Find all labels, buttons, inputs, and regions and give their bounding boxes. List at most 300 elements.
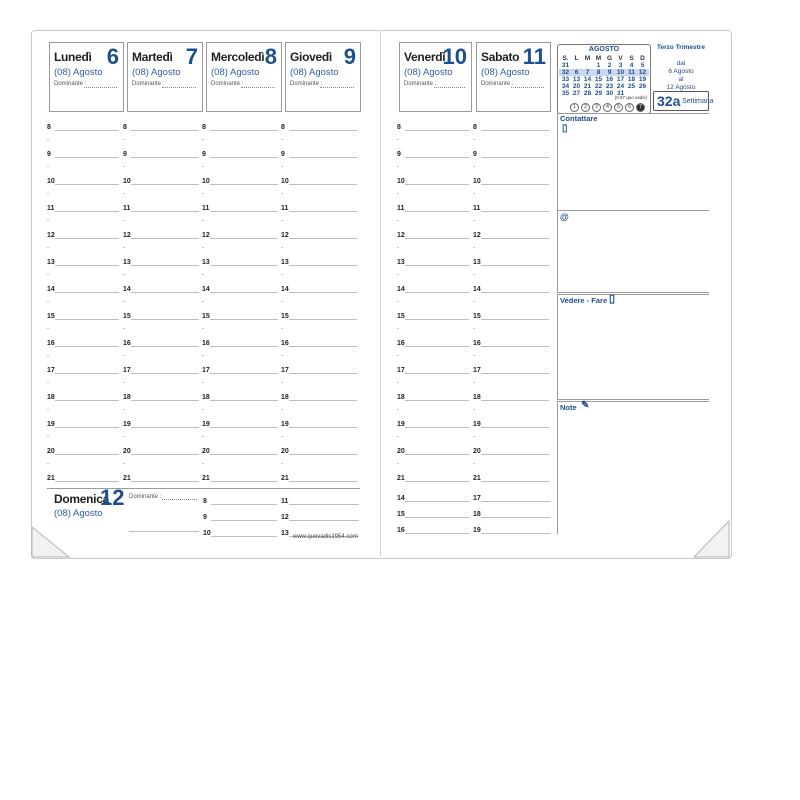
calendar-day[interactable]: 23 (605, 83, 614, 90)
dominante-label: Dominante : (54, 81, 87, 87)
extra-hour: 17 (473, 495, 481, 502)
hour-line[interactable] (481, 481, 549, 482)
sunday-divider (47, 488, 360, 489)
extra-hour: 15 (397, 511, 405, 518)
hour-label: 16 (202, 340, 210, 347)
half-hour-mark: - (397, 407, 399, 413)
hour-line[interactable] (55, 319, 119, 320)
calendar-day[interactable]: 27 (572, 90, 581, 97)
hour-line[interactable] (210, 292, 278, 293)
hour-line[interactable] (405, 211, 469, 212)
hour-label: 15 (397, 313, 405, 320)
mini-calendar[interactable] (557, 44, 651, 114)
hour-label: 19 (473, 421, 481, 428)
hour-label: 19 (47, 421, 55, 428)
hour-line[interactable] (210, 373, 278, 374)
half-hour-mark: - (202, 137, 204, 143)
hour-line[interactable] (481, 265, 549, 266)
contattare-divider (557, 210, 709, 211)
hour-label: 9 (397, 151, 401, 158)
hour-line[interactable] (289, 454, 357, 455)
hour-line[interactable] (481, 211, 549, 212)
at-label: @ (560, 212, 569, 222)
half-hour-mark: - (281, 299, 283, 305)
half-hour-mark: - (281, 245, 283, 251)
extra-hour: 19 (473, 527, 481, 534)
half-hour-mark: - (123, 245, 125, 251)
half-hour-mark: - (281, 434, 283, 440)
hour-line[interactable] (55, 184, 119, 185)
extra-hour-line[interactable] (481, 501, 551, 502)
half-hour-mark: - (123, 137, 125, 143)
hour-label: 19 (202, 421, 210, 428)
day-name: Venerdì (404, 50, 446, 64)
note-box[interactable] (557, 401, 709, 534)
hour-label: 17 (281, 367, 289, 374)
calendar-day[interactable]: 21 (583, 83, 592, 90)
hour-line[interactable] (210, 265, 278, 266)
calendar-day[interactable]: 19 (638, 76, 647, 83)
week-label: Settimana (682, 98, 714, 105)
hour-line[interactable] (131, 400, 199, 401)
sunday-hour-line[interactable] (289, 504, 359, 505)
half-hour-mark: - (47, 407, 49, 413)
hour-line[interactable] (210, 400, 278, 401)
day-month: (08) Agosto (132, 67, 181, 78)
sunday-hour-line[interactable] (289, 520, 359, 521)
hour-line[interactable] (289, 346, 357, 347)
half-hour-mark: - (397, 245, 399, 251)
day-header-box[interactable] (206, 42, 282, 112)
quarter-range-line: 6 Agosto (668, 68, 694, 75)
hour-line[interactable] (289, 400, 357, 401)
calendar-day[interactable]: 6 (574, 69, 579, 76)
mini-calendar-header: D (640, 55, 645, 62)
half-hour-mark: - (123, 218, 125, 224)
half-hour-mark: - (473, 353, 475, 359)
dominante-line[interactable] (434, 87, 465, 88)
day-phase-icon: 3 (592, 103, 601, 112)
half-hour-mark: - (397, 434, 399, 440)
hour-label: 10 (281, 178, 289, 185)
hour-line[interactable] (405, 427, 469, 428)
calendar-day[interactable]: 26 (638, 83, 647, 90)
hour-label: 13 (473, 259, 481, 266)
hour-label: 20 (202, 448, 210, 455)
day-phase-icon: 7 (636, 103, 645, 112)
half-hour-mark: - (47, 353, 49, 359)
half-hour-mark: - (397, 164, 399, 170)
hour-label: 20 (473, 448, 481, 455)
hour-line[interactable] (405, 157, 469, 158)
day-number: 9 (343, 44, 356, 69)
half-hour-mark: - (473, 326, 475, 332)
hour-line[interactable] (131, 130, 199, 131)
hour-line[interactable] (405, 454, 469, 455)
day-phase-icon: 1 (570, 103, 579, 112)
hour-line[interactable] (481, 319, 549, 320)
hour-line[interactable] (405, 319, 469, 320)
half-hour-mark: - (473, 434, 475, 440)
hour-label: 20 (397, 448, 405, 455)
hour-line[interactable] (55, 211, 119, 212)
hour-label: 14 (202, 286, 210, 293)
hour-label: 18 (123, 394, 131, 401)
hour-line[interactable] (55, 346, 119, 347)
half-hour-mark: - (281, 137, 283, 143)
half-hour-mark: - (473, 164, 475, 170)
hour-label: 13 (281, 259, 289, 266)
dominante-label: Dominante : (211, 81, 244, 87)
half-hour-mark: - (202, 299, 204, 305)
calendar-day[interactable]: 20 (572, 83, 581, 90)
hour-label: 8 (473, 124, 477, 131)
hour-label: 12 (397, 232, 405, 239)
day-number: 10 (442, 44, 467, 69)
hour-label: 9 (281, 151, 285, 158)
contattare-box[interactable] (557, 113, 709, 293)
extra-hour-line[interactable] (405, 533, 469, 534)
dominante-line[interactable] (320, 87, 354, 88)
hour-line[interactable] (405, 265, 469, 266)
hour-line[interactable] (55, 400, 119, 401)
hour-line[interactable] (481, 130, 549, 131)
calendar-day[interactable]: 25 (627, 83, 636, 90)
hour-line[interactable] (55, 454, 119, 455)
hour-line[interactable] (481, 292, 549, 293)
extra-hour-line[interactable] (481, 533, 551, 534)
sunday-hour: 10 (203, 530, 211, 537)
hour-line[interactable] (131, 373, 199, 374)
day-name: Lunedì (54, 50, 92, 64)
hour-label: 11 (397, 205, 405, 212)
calendar-day[interactable]: 31 (616, 90, 625, 97)
hour-label: 17 (397, 367, 405, 374)
extra-hour-line[interactable] (481, 517, 551, 518)
hour-line[interactable] (210, 184, 278, 185)
sunday-hour-line[interactable] (211, 504, 277, 505)
hour-line[interactable] (289, 184, 357, 185)
calendar-day[interactable]: 22 (594, 83, 603, 90)
half-hour-mark: - (47, 461, 49, 467)
hour-line[interactable] (55, 481, 119, 482)
sunday-month: (08) Agosto (54, 508, 103, 519)
vedere-title: Vedere - Fare (560, 296, 608, 305)
hour-label: 12 (473, 232, 481, 239)
half-hour-mark: - (202, 353, 204, 359)
hour-line[interactable] (481, 454, 549, 455)
hour-line[interactable] (481, 373, 549, 374)
hour-label: 13 (397, 259, 405, 266)
half-hour-mark: - (473, 407, 475, 413)
hour-line[interactable] (289, 427, 357, 428)
calendar-day[interactable]: 7 (585, 69, 590, 76)
day-header-box[interactable] (399, 42, 472, 112)
hour-line[interactable] (405, 130, 469, 131)
calendar-day[interactable]: 10 (616, 69, 625, 76)
mini-calendar-header: S. (562, 55, 569, 62)
hour-label: 17 (123, 367, 131, 374)
calendar-day[interactable]: 14 (583, 76, 592, 83)
calendar-day[interactable]: 24 (616, 83, 625, 90)
hour-label: 8 (397, 124, 401, 131)
half-hour-mark: - (473, 191, 475, 197)
page-gutter (380, 30, 381, 557)
hour-label: 12 (281, 232, 289, 239)
calendar-day[interactable]: 30 (605, 90, 614, 97)
calendar-day[interactable]: 28 (583, 90, 592, 97)
calendar-day[interactable]: 13 (572, 76, 581, 83)
hour-line[interactable] (481, 400, 549, 401)
half-hour-mark: - (397, 461, 399, 467)
hour-line[interactable] (210, 157, 278, 158)
pen-icon: ✎ (581, 400, 590, 411)
half-hour-mark: - (47, 245, 49, 251)
mini-calendar-header: S (629, 55, 634, 62)
calendar-day[interactable]: 4 (629, 62, 634, 69)
half-hour-mark: - (47, 164, 49, 170)
hour-line[interactable] (55, 157, 119, 158)
hour-label: 14 (123, 286, 131, 293)
hour-line[interactable] (405, 400, 469, 401)
hour-line[interactable] (289, 211, 357, 212)
hour-line[interactable] (481, 346, 549, 347)
extra-hour: 14 (397, 495, 405, 502)
day-number: 7 (185, 44, 198, 69)
hour-label: 11 (281, 205, 289, 212)
calendar-day[interactable]: 5 (640, 62, 645, 69)
hour-line[interactable] (289, 157, 357, 158)
half-hour-mark: - (397, 137, 399, 143)
half-hour-mark: - (202, 461, 204, 467)
half-hour-mark: - (473, 218, 475, 224)
extra-hour-line[interactable] (405, 517, 469, 518)
quarter-range-line: al (678, 76, 684, 83)
week-number: 35 (561, 90, 570, 97)
calendar-day[interactable]: 17 (616, 76, 625, 83)
hour-line[interactable] (131, 427, 199, 428)
phone-icon: ▯ (562, 123, 568, 134)
hour-line[interactable] (289, 130, 357, 131)
half-hour-mark: - (473, 137, 475, 143)
hour-line[interactable] (210, 211, 278, 212)
half-hour-mark: - (123, 299, 125, 305)
hour-line[interactable] (289, 238, 357, 239)
hour-label: 18 (202, 394, 210, 401)
week-number: 32a (657, 93, 681, 109)
calendar-day[interactable]: 2 (607, 62, 612, 69)
hour-line[interactable] (210, 427, 278, 428)
quarter-title: Terzo Trimestre (657, 44, 705, 51)
day-month: (08) Agosto (211, 67, 260, 78)
day-number: 8 (264, 44, 277, 69)
hour-line[interactable] (131, 238, 199, 239)
half-hour-mark: - (123, 164, 125, 170)
day-phase-icon: 2 (581, 103, 590, 112)
hour-label: 14 (281, 286, 289, 293)
hour-label: 14 (47, 286, 55, 293)
half-hour-mark: - (202, 191, 204, 197)
half-hour-mark: - (397, 353, 399, 359)
hour-label: 11 (202, 205, 210, 212)
day-header-box[interactable] (49, 42, 124, 112)
hour-line[interactable] (405, 481, 469, 482)
hour-line[interactable] (210, 319, 278, 320)
calendar-day[interactable]: 9 (607, 69, 612, 76)
hour-line[interactable] (289, 373, 357, 374)
hour-line[interactable] (405, 373, 469, 374)
hour-line[interactable] (210, 454, 278, 455)
quarter-range-line: dal (676, 60, 686, 67)
hour-label: 15 (123, 313, 131, 320)
hour-label: 18 (473, 394, 481, 401)
hour-label: 21 (397, 475, 405, 482)
hour-label: 15 (47, 313, 55, 320)
hour-label: 17 (202, 367, 210, 374)
hour-label: 16 (123, 340, 131, 347)
hour-line[interactable] (289, 481, 357, 482)
half-hour-mark: - (202, 407, 204, 413)
calendar-day[interactable]: 1 (596, 62, 601, 69)
hour-line[interactable] (55, 130, 119, 131)
hour-line[interactable] (131, 292, 199, 293)
hour-line[interactable] (131, 157, 199, 158)
week-number: 31 (561, 62, 570, 69)
calendar-day[interactable]: 3 (618, 62, 623, 69)
sunday-dominante-line[interactable] (162, 499, 197, 500)
hour-line[interactable] (289, 319, 357, 320)
hour-line[interactable] (405, 346, 469, 347)
half-hour-mark: - (47, 137, 49, 143)
day-number: 6 (106, 44, 119, 69)
hour-line[interactable] (131, 319, 199, 320)
extra-hour: 16 (397, 527, 405, 534)
half-hour-mark: - (281, 407, 283, 413)
vedere-box[interactable] (557, 294, 709, 400)
hour-line[interactable] (289, 265, 357, 266)
half-hour-mark: - (397, 326, 399, 332)
dominante-line[interactable] (511, 87, 544, 88)
hour-line[interactable] (55, 265, 119, 266)
half-hour-mark: - (281, 353, 283, 359)
hour-label: 14 (473, 286, 481, 293)
day-header-box[interactable] (127, 42, 203, 112)
hour-line[interactable] (481, 427, 549, 428)
half-hour-mark: - (123, 407, 125, 413)
half-hour-mark: - (281, 218, 283, 224)
mini-calendar-note: (0 87 quo vadis) (614, 95, 647, 100)
hour-label: 15 (281, 313, 289, 320)
calendar-day[interactable]: 8 (596, 69, 601, 76)
hour-label: 10 (123, 178, 131, 185)
week-number: 34 (561, 83, 570, 90)
hour-label: 19 (281, 421, 289, 428)
day-phase-icon: 5 (614, 103, 623, 112)
mini-calendar-header: V (618, 55, 623, 62)
calendar-day[interactable]: 12 (638, 69, 647, 76)
sunday-hour: 8 (203, 498, 207, 505)
day-month: (08) Agosto (481, 67, 530, 78)
dominante-line[interactable] (162, 87, 196, 88)
hour-label: 10 (397, 178, 405, 185)
quarter-range-line: 12 Agosto (666, 84, 696, 91)
hour-line[interactable] (210, 481, 278, 482)
sunday-hour-line[interactable] (211, 520, 277, 521)
hour-label: 9 (473, 151, 477, 158)
day-name: Giovedì (290, 50, 332, 64)
hour-label: 12 (47, 232, 55, 239)
half-hour-mark: - (47, 326, 49, 332)
hour-line[interactable] (210, 130, 278, 131)
hour-line[interactable] (481, 238, 549, 239)
hour-line[interactable] (289, 292, 357, 293)
hour-label: 8 (202, 124, 206, 131)
half-hour-mark: - (281, 191, 283, 197)
hour-line[interactable] (131, 211, 199, 212)
calendar-day[interactable]: 11 (628, 69, 635, 76)
half-hour-mark: - (47, 299, 49, 305)
calendar-day[interactable]: 18 (627, 76, 636, 83)
sunday-free-line[interactable] (129, 531, 199, 532)
hour-line[interactable] (131, 454, 199, 455)
hour-line[interactable] (131, 184, 199, 185)
hour-label: 9 (202, 151, 206, 158)
hour-label: 16 (281, 340, 289, 347)
hour-label: 16 (397, 340, 405, 347)
sunday-hour-line[interactable] (211, 536, 277, 537)
dominante-line[interactable] (84, 87, 117, 88)
hour-line[interactable] (131, 265, 199, 266)
hour-line[interactable] (481, 184, 549, 185)
hour-line[interactable] (55, 373, 119, 374)
hour-label: 19 (397, 421, 405, 428)
calendar-day[interactable]: 29 (594, 90, 603, 97)
sunday-dominante: Dominante : (129, 494, 162, 500)
hour-label: 10 (473, 178, 481, 185)
hour-line[interactable] (405, 238, 469, 239)
hour-line[interactable] (55, 292, 119, 293)
hour-line[interactable] (405, 184, 469, 185)
hour-label: 17 (473, 367, 481, 374)
hour-line[interactable] (131, 481, 199, 482)
day-header-box[interactable] (476, 42, 551, 112)
hour-line[interactable] (405, 292, 469, 293)
hour-line[interactable] (55, 427, 119, 428)
hour-line[interactable] (210, 346, 278, 347)
hour-line[interactable] (131, 346, 199, 347)
hour-label: 18 (397, 394, 405, 401)
hour-line[interactable] (55, 238, 119, 239)
hour-line[interactable] (481, 157, 549, 158)
hour-label: 18 (281, 394, 289, 401)
hour-line[interactable] (210, 238, 278, 239)
hour-label: 13 (202, 259, 210, 266)
week-number: 33 (561, 76, 570, 83)
half-hour-mark: - (281, 164, 283, 170)
half-hour-mark: - (281, 461, 283, 467)
contattare-title: Contattare (560, 114, 598, 123)
extra-hour-line[interactable] (405, 501, 469, 502)
hour-label: 21 (123, 475, 131, 482)
half-hour-mark: - (123, 434, 125, 440)
day-header-box[interactable] (285, 42, 361, 112)
day-phase-icon: 4 (603, 103, 612, 112)
calendar-day[interactable]: 15 (594, 76, 603, 83)
calendar-day[interactable]: 16 (605, 76, 614, 83)
mini-calendar-header: M (595, 55, 602, 62)
hour-label: 11 (473, 205, 481, 212)
dominante-line[interactable] (241, 87, 275, 88)
